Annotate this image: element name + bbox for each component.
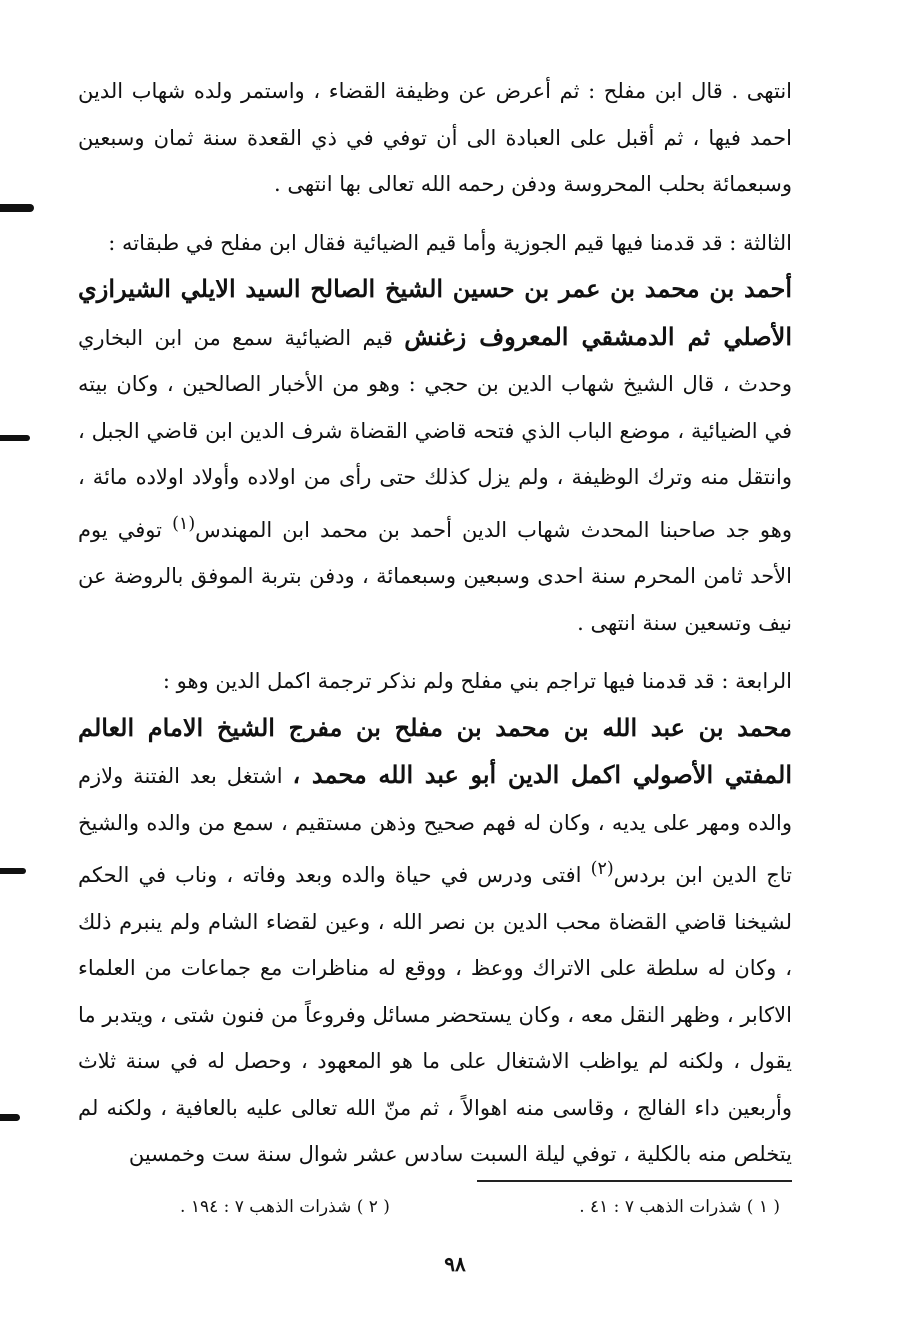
paragraph-3-tail: افتى ودرس في حياة والده وبعد وفاته ، وناب في الحكم لشيخنا قاضي القضاة محب الدين بن نصر الله ، وعين لقضاء الشام ولم ينبرم ذلك ، وكان له سلطة على الاتراك ووعظ ، ووقع له مناظرات مع جماعات من العلماء الاكابر ، وظهر النقل معه ، وكان يستحضر مسائل وفروعاً من فنون شتى ، ويتدبر ما يقول ، ولكنه لم يواظب الاشتغال على ما هو المعهود ، وحصل له في سنة ثلاث وأربعين داء الفالج ، وقاسى منه اهوالاً ، ثم منّ الله تعالى عليه بالعافية ، ولكنه لم يتخلص منه بالكلية ، توفي ليلة السبت سادس عشر شوال سنة ست وخمسين: [78, 863, 792, 1166]
main-text: [78, 68, 792, 1178]
paragraph-2-intro: الثالثة : قد قدمنا فيها قيم الجوزية وأما قيم الضيائية فقال ابن مفلح في طبقاته :: [108, 230, 792, 255]
footnote-ref-2: (٢): [590, 859, 614, 879]
paragraph-1: انتهى . قال ابن مفلح : ثم أعرض عن وظيفة القضاء ، واستمر ولده شهاب الدين احمد فيها ، ثم أقبل على العبادة الى أن توفي في ذي القعدة سنة ثمان وسبعين وسبعمائة بحلب المحروسة ودفن رحمه الله تعالى بها انتهى .: [78, 79, 792, 196]
footnote-ref-1: (١): [172, 513, 196, 534]
paragraph-3: [78, 658, 792, 1178]
paragraph-2-text: قيم الضيائية سمع من ابن البخاري وحدث ، قال الشيخ شهاب الدين بن حجي : وهو من الأخبار الصالحين ، وكان بيته في الضيائية ، موضع الباب الذي فتحه قاضي القضاة شرف الدين ابن قاضي الجبل ، وانتقل منه وترك الوظيفة ، ولم يزل كذلك حتى رأى من اولاده وأولاد اولاده مائة ، وهو جد صاحبنا المحدث شهاب الدين أحمد بن محمد ابن المهندس: [78, 325, 793, 542]
footnotes: [180, 1192, 780, 1222]
footnote-1: ( ١ ) شذرات الذهب ٧ : ٤١ .: [579, 1197, 780, 1217]
footnote-divider: [477, 1180, 792, 1182]
margin-mark: [0, 204, 34, 212]
paragraph-2-tail: توفي يوم الأحد ثامن المحرم سنة احدى وسبعين وسبعمائة ، ودفن بتربة الموفق بالروضة عن نيف وتسعين سنة انتهى .: [78, 517, 792, 635]
biography-name-muhammad: محمد بن عبد الله بن محمد بن مفلح بن مفرج الشيخ الامام العالم المفتي الأصولي اكمل الدين أبو عبد الله محمد ،: [78, 712, 792, 789]
biography-name-ahmad: أحمد بن محمد بن عمر بن حسين الشيخ الصالح السيد الايلي الشيرازي الأصلي ثم الدمشقي المعروف زغنش: [78, 274, 792, 351]
paragraph-2: [78, 220, 792, 647]
paragraph-3-text: اشتغل بعد الفتنة ولازم والده ومهر على يديه ، وكان له فهم صحيح وذهن مستقيم ، سمع من والده والشيخ تاج الدين ابن بردس: [78, 764, 792, 887]
footnote-2: ( ٢ ) شذرات الذهب ٧ : ١٩٤ .: [180, 1197, 390, 1217]
margin-mark: [0, 435, 30, 441]
margin-mark: [0, 868, 26, 874]
paragraph-3-intro: الرابعة : قد قدمنا فيها تراجم بني مفلح ولم نذكر ترجمة اكمل الدين وهو :: [162, 669, 792, 693]
margin-mark: [0, 1114, 20, 1121]
page-number: ٩٨: [444, 1252, 466, 1276]
